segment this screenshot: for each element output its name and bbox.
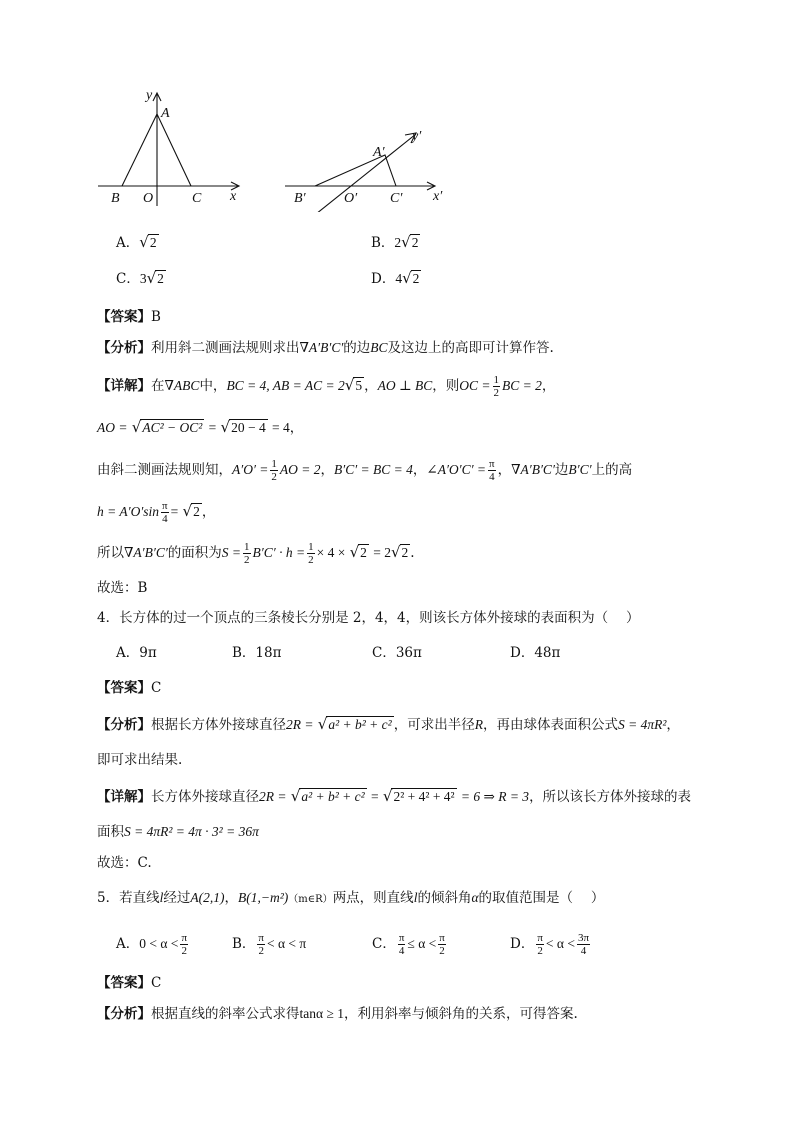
label-x: x — [230, 189, 237, 204]
q3-analysis: 【分析】利用斜二测画法规则求出∇A′B′C′的边BC及这边上的高即可计算作答. — [97, 340, 554, 356]
q4-stem: 4．长方体的过一个顶点的三条棱长分别是 2，4，4，则该长方体外接球的表面积为（ ） — [97, 610, 640, 626]
label-O: O — [143, 191, 154, 206]
q4-answer: 【答案】C — [97, 680, 162, 696]
q4-analysis-line1: 【分析】根据长方体外接球直径2R = √a² + b² + c² ，可求出半径R，再由球体表面积公式S = 4πR²， — [97, 715, 680, 733]
label-A-prime: A′ — [373, 145, 385, 160]
q4-analysis-line2: 即可求出结果. — [97, 752, 183, 768]
q4-choose: 故选：C. — [97, 855, 152, 871]
q3-answer: 【答案】B — [97, 309, 161, 325]
q5-answer: 【答案】C — [97, 975, 162, 991]
q5-option-c: C． $\frac{\pi}{4}$ ≤ α < $\frac{\pi}{2}$ — [372, 932, 445, 957]
q3-option-c: C．3√2 — [116, 269, 164, 287]
q3-option-d: D．4√2 — [371, 269, 420, 287]
q3-option-b: B．2√2 — [371, 233, 419, 251]
q3-detail-line3: 由斜二测画法规则知，A′O′ = $\frac{1}{2}$ AO = 2，B′C′ = BC = 4，∠A′O′C′ = $\frac{\pi}{4}$ ，∇A′B′C′边B′C′上的高 — [97, 458, 633, 483]
q4-detail-line1: 【详解】长方体外接球直径2R = √a² + b² + c² = √2² + 4² + 4² = 6 ⇒ R = 3，所以该长方体外接球的表 — [97, 787, 692, 805]
label-C-prime: C′ — [390, 191, 403, 206]
q3-option-a: A．√2 — [116, 233, 157, 251]
q4-option-b: B．18π — [232, 645, 282, 661]
label-O-prime: O′ — [344, 191, 358, 206]
q3-detail-line5: 所以∇A′B′C′的面积为S = $\frac{1}{2}$ B′C′ · h = $\frac{1}{2}$ × 4 × √2 = 2√2 . — [97, 541, 415, 566]
triangle-figure — [90, 82, 550, 212]
q4-option-a: A．9π — [116, 645, 157, 661]
q5-analysis: 【分析】根据直线的斜率公式求得tanα ≥ 1，利用斜率与倾斜角的关系，可得答案. — [97, 1006, 578, 1022]
q4-detail-line2: 面积S = 4πR² = 4π · 3² = 36π — [97, 824, 259, 840]
q5-stem: 5．若直线l经过A(2,1)，B(1,−m²)（m∈R）两点，则直线l的倾斜角α的取值范围是（ ） — [97, 890, 605, 906]
q3-choose: 故选：B — [97, 580, 148, 596]
label-x-prime: x′ — [433, 189, 443, 204]
q5-option-d: D． $\frac{\pi}{2}$ < α < $\frac{3\pi}{4}$ — [510, 932, 590, 957]
q3-detail-line1: 【详解】在∇ABC中，BC = 4, AB = AC = 2√5 ，AO ⊥ BC，则OC = $\frac{1}{2}$ BC = 2， — [97, 374, 556, 399]
label-C: C — [192, 191, 202, 206]
label-A: A — [161, 106, 170, 121]
q5-option-a: A．0 < α < $\frac{\pi}{2}$ — [116, 932, 187, 957]
q5-option-b: B． $\frac{\pi}{2}$ < α < π — [232, 932, 307, 957]
q4-option-c: C．36π — [372, 645, 422, 661]
label-B-prime: B′ — [294, 191, 306, 206]
q3-detail-line2: AO = √AC² − OC² = √20 − 4 = 4， — [97, 418, 304, 436]
q3-detail-line4: h = A′O′sin $\frac{\pi}{4}$ = √2 ， — [97, 500, 216, 525]
label-y: y — [146, 88, 153, 103]
label-y-prime: y′ — [412, 129, 422, 144]
q4-option-d: D．48π — [510, 645, 561, 661]
label-B: B — [111, 191, 120, 206]
